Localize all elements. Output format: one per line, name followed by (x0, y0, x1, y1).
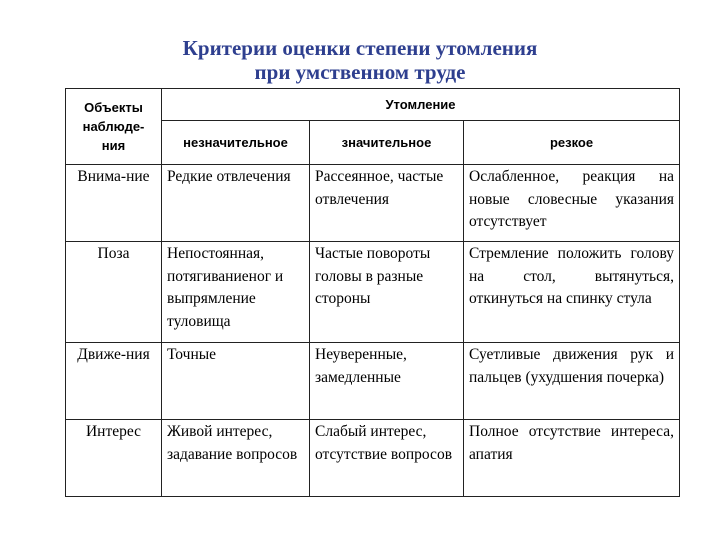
objects-header: Объекты наблюде-ния (66, 89, 162, 165)
table-row (66, 420, 680, 497)
cell-severe: Стремление положить голову на стол, вытянуться, откинуться на спинку стула (464, 242, 680, 343)
page-title (0, 36, 720, 84)
level-severe-header: резкое (464, 121, 680, 165)
title-line-1: Критерии оценки степени утомления (182, 36, 538, 60)
row-label-attention: Внима-ние (66, 165, 162, 242)
row-label-movements: Движе-ния (66, 343, 162, 420)
title-line-2: при умственном труде (254, 60, 466, 84)
table-row (66, 165, 680, 242)
level-minor-header: незначительное (162, 121, 310, 165)
cell-significant: Частые повороты головы в разные стороны (310, 242, 464, 343)
level-significant-header: значительное (310, 121, 464, 165)
cell-significant: Рассеянное, частые отвлечения (310, 165, 464, 242)
row-label-interest: Интерес (66, 420, 162, 497)
fatigue-group-header: Утомление (162, 89, 680, 121)
row-label-posture: Поза (66, 242, 162, 343)
cell-minor: Живой интерес, задавание вопросов (162, 420, 310, 497)
cell-severe: Полное отсутствие интереса, апатия (464, 420, 680, 497)
cell-significant: Неуверенные, замедленные (310, 343, 464, 420)
table-row (66, 242, 680, 343)
fatigue-criteria-table (65, 88, 680, 497)
cell-severe: Суетливые движения рук и пальцев (ухудшения почерка) (464, 343, 680, 420)
cell-minor: Непостоянная, потягиваниеног и выпрямление туловища (162, 242, 310, 343)
cell-significant: Слабый интерес, отсутствие вопросов (310, 420, 464, 497)
cell-severe: Ослабленное, реакция на новые словесные указания отсутствует (464, 165, 680, 242)
table-row (66, 343, 680, 420)
cell-minor: Точные (162, 343, 310, 420)
cell-minor: Редкие отвлечения (162, 165, 310, 242)
